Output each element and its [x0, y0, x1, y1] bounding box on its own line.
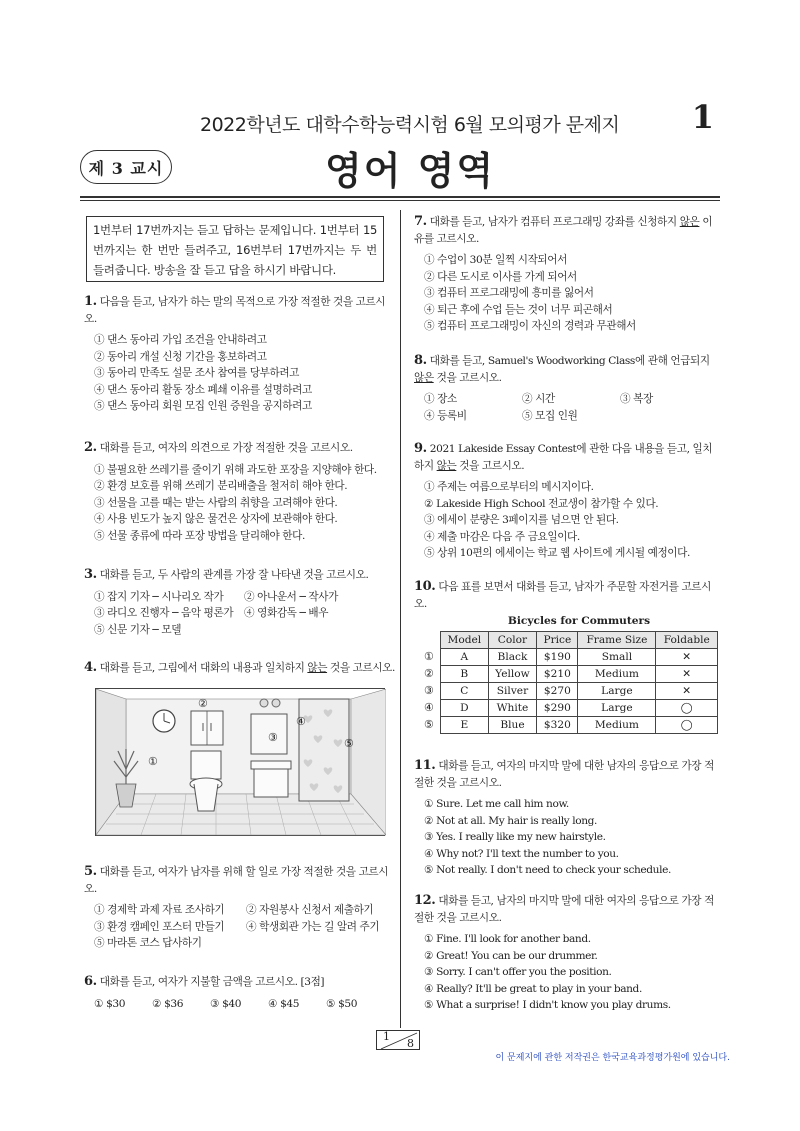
- option[interactable]: ① 불필요한 쓰레기를 줄이기 위해 과도한 포장을 지양해야 한다.: [94, 463, 377, 476]
- question-stem: 7. 대화를 듣고, 남자가 컴퓨터 프로그래밍 강좌를 신청하지 않은 이유를 고르시오.: [414, 214, 713, 245]
- question-number: 12.: [414, 893, 436, 908]
- question-stem: 6. 대화를 듣고, 여자가 지불할 금액을 고르시오. [3점]: [84, 974, 325, 989]
- option[interactable]: ④ Why not? I'll text the number to you.: [424, 847, 619, 860]
- page-number: 1: [691, 98, 714, 136]
- option[interactable]: ③ 라디오 진행자 ─ 음악 평론가: [94, 607, 234, 619]
- question-1: [84, 294, 388, 415]
- option[interactable]: ④ 학생회관 가는 길 알려 주기: [246, 920, 380, 933]
- question-8: [414, 353, 720, 424]
- table-row: [441, 649, 718, 666]
- question-stem: 10. 다음 표를 보면서 대화를 듣고, 남자가 주문할 자전거를 고르시오.: [414, 579, 711, 610]
- header-rule: [80, 196, 720, 198]
- option[interactable]: ② Great! You can be our drummer.: [424, 949, 598, 962]
- option[interactable]: ④ 퇴근 후에 수업 듣는 것이 너무 피곤해서: [424, 303, 613, 316]
- option[interactable]: ④ 등록비: [424, 409, 467, 422]
- question-number: 6.: [84, 974, 97, 989]
- option[interactable]: ① 잡지 기자 ─ 시나리오 작가: [94, 590, 224, 603]
- option[interactable]: ⑤ 신문 기자 ─ 모델: [94, 623, 182, 636]
- page-indicator: [376, 1030, 420, 1050]
- table-cell: Silver: [488, 683, 537, 700]
- figure-label-4: ④: [296, 715, 306, 728]
- question-stem: 2. 대화를 듣고, 여자의 의견으로 가장 적절한 것을 고르시오.: [84, 440, 353, 455]
- option[interactable]: ⑤ 마라톤 코스 답사하기: [94, 937, 202, 949]
- figure-label-5: ⑤: [344, 737, 354, 750]
- option[interactable]: ④ 사용 빈도가 높지 않은 물건은 상자에 보관해야 한다.: [94, 513, 338, 525]
- option[interactable]: ① 수업이 30분 일찍 시작되어서: [424, 254, 567, 266]
- question-stem: 12. 대화를 듣고, 남자의 마지막 말에 대한 여자의 응답으로 가장 적절한 것을 고르시오.: [414, 893, 714, 924]
- table-cell: Blue: [488, 717, 537, 734]
- question-stem: 4. 대화를 듣고, 그림에서 대화의 내용과 일치하지 않는 것을 고르시오.: [84, 660, 395, 675]
- current-page: 1: [383, 1030, 390, 1043]
- table-cell: ✕: [656, 683, 718, 700]
- option[interactable]: ① Sure. Let me call him now.: [424, 798, 569, 810]
- question-4: [84, 660, 396, 677]
- option[interactable]: ① $30: [94, 997, 126, 1010]
- column-header: Color: [488, 632, 537, 649]
- option[interactable]: ⑤ Not really. I don't need to check your schedule.: [424, 864, 671, 876]
- subject-title: 영어 영역: [325, 149, 496, 193]
- exam-title: 2022학년도 대학수학능력시험 6월 모의평가 문제지: [200, 114, 620, 136]
- option[interactable]: ① Fine. I'll look for another band.: [424, 933, 591, 945]
- table-cell: $210: [537, 666, 578, 683]
- figure-label-2: ②: [198, 697, 208, 710]
- question-stem: 9. 2021 Lakeside Essay Contest에 관한 다음 내용을 듣고, 일치하지 않는 것을 고르시오.: [414, 441, 713, 472]
- table-cell: Large: [578, 683, 656, 700]
- table-cell: Small: [578, 649, 656, 666]
- question-number: 4.: [84, 660, 97, 675]
- question-11: [414, 758, 720, 879]
- option[interactable]: ⑤ 댄스 동아리 회원 모집 인원 증원을 공지하려고: [94, 400, 312, 412]
- table-row: [441, 666, 718, 683]
- question-number: 8.: [414, 353, 427, 368]
- option[interactable]: ③ 컴퓨터 프로그래밍에 흥미를 잃어서: [424, 287, 594, 299]
- figure-label-3: ③: [268, 731, 278, 744]
- figure-label-1: ①: [148, 755, 158, 768]
- header-rule-thin: [80, 200, 720, 201]
- option[interactable]: ⑤ 선물 종류에 따라 포장 방법을 달리해야 한다.: [94, 529, 305, 542]
- option[interactable]: ③ 동아리 만족도 설문 조사 참여를 당부하려고: [94, 367, 300, 379]
- session-badge: 제 3 교시: [80, 150, 172, 184]
- table-cell: $190: [537, 649, 578, 666]
- option[interactable]: ③ 환경 캠페인 포스터 만들기: [94, 920, 225, 933]
- question-number: 11.: [414, 758, 436, 773]
- bathroom-figure: [95, 688, 385, 836]
- question-number: 5.: [84, 864, 97, 879]
- option[interactable]: ⑤ 컴퓨터 프로그래밍이 자신의 경력과 무관해서: [424, 320, 636, 332]
- row-mark[interactable]: ④: [424, 701, 434, 714]
- option[interactable]: ④ 제출 마감은 다음 주 금요일이다.: [424, 530, 580, 543]
- table-cell: A: [441, 649, 489, 666]
- option[interactable]: ② Not at all. My hair is really long.: [424, 814, 597, 827]
- table-cell: Black: [488, 649, 537, 666]
- row-mark[interactable]: ⑤: [424, 718, 434, 731]
- question-stem: 1. 다음을 듣고, 남자가 하는 말의 목적으로 가장 적절한 것을 고르시오.: [84, 294, 386, 325]
- question-stem: 5. 대화를 듣고, 여자가 남자를 위해 할 일로 가장 적절한 것을 고르시오.: [84, 864, 389, 895]
- question-stem: 11. 대화를 듣고, 여자의 마지막 말에 대한 남자의 응답으로 가장 적절한 것을 고르시오.: [414, 758, 714, 789]
- row-mark[interactable]: ②: [424, 667, 434, 680]
- table-cell: Medium: [578, 666, 656, 683]
- question-5: [84, 864, 396, 952]
- option[interactable]: ③ 복장: [620, 393, 653, 405]
- column-header: Price: [537, 632, 578, 649]
- table-cell: $290: [537, 700, 578, 717]
- table-cell: D: [441, 700, 489, 717]
- question-number: 2.: [84, 440, 97, 455]
- table-header-row: [441, 632, 718, 649]
- option[interactable]: ② Lakeside High School 전교생이 참가할 수 있다.: [424, 497, 659, 510]
- question-2: [84, 440, 394, 544]
- table-cell: White: [488, 700, 537, 717]
- table-cell: Yellow: [488, 666, 537, 683]
- table-row: [441, 717, 718, 734]
- total-pages: 8: [407, 1037, 414, 1050]
- table-cell: C: [441, 683, 489, 700]
- option[interactable]: ① 경제학 과제 자료 조사하기: [94, 904, 225, 916]
- table-cell: $320: [537, 717, 578, 734]
- question-stem: 3. 대화를 듣고, 두 사람의 관계를 가장 잘 나타낸 것을 고르시오.: [84, 567, 369, 582]
- table-cell: $270: [537, 683, 578, 700]
- option[interactable]: ① 장소: [424, 393, 457, 405]
- question-7: [414, 214, 720, 335]
- option[interactable]: ③ 에세이 분량은 3페이지를 넘으면 안 된다.: [424, 514, 619, 526]
- option[interactable]: ① 댄스 동아리 가입 조건을 안내하려고: [94, 334, 267, 346]
- option[interactable]: ⑤ $50: [326, 997, 358, 1010]
- question-stem: 8. 대화를 듣고, Samuel's Woodworking Class에 관해 언급되지 않은 것을 고르시오.: [414, 353, 710, 384]
- option[interactable]: ② 아나운서 ─ 작사가: [244, 590, 338, 603]
- column-header: Model: [441, 632, 489, 649]
- option[interactable]: ② 환경 보호를 위해 쓰레기 분리배출을 철저히 해야 한다.: [94, 480, 348, 492]
- question-12: [414, 893, 720, 1014]
- table-cell: Large: [578, 700, 656, 717]
- row-mark[interactable]: ③: [424, 684, 434, 697]
- option[interactable]: ④ $45: [268, 997, 300, 1010]
- question-number: 10.: [414, 579, 436, 594]
- question-number: 9.: [414, 441, 427, 456]
- option[interactable]: ③ $40: [210, 997, 242, 1010]
- table-row-marks: [424, 648, 434, 733]
- bathroom-illustration: [96, 689, 386, 837]
- question-6: [84, 974, 396, 1012]
- table-cell: B: [441, 666, 489, 683]
- listening-notice: 1번부터 17번까지는 듣고 답하는 문제입니다. 1번부터 15번까지는 한 번만 들려주고, 16번부터 17번까지는 두 번 들려줍니다. 방송을 잘 듣고 답을 하시기 바랍니다.: [86, 216, 384, 282]
- row-mark[interactable]: ①: [424, 650, 434, 663]
- table-cell: ✕: [656, 666, 718, 683]
- question-9: [414, 441, 720, 562]
- option[interactable]: ⑤ 모집 인원: [522, 409, 578, 422]
- question-number: 7.: [414, 214, 427, 229]
- table-cell: ◯: [656, 717, 718, 734]
- option[interactable]: ② 다른 도시로 이사를 가게 되어서: [424, 270, 577, 283]
- option[interactable]: ② 자원봉사 신청서 제출하기: [246, 904, 374, 916]
- table-cell: Medium: [578, 717, 656, 734]
- table-cell: ✕: [656, 649, 718, 666]
- option[interactable]: ⑤ What a surprise! I didn't know you play drums.: [424, 999, 671, 1011]
- question-number: 3.: [84, 567, 97, 582]
- option[interactable]: ⑤ 상위 10편의 에세이는 학교 웹 사이트에 게시될 예정이다.: [424, 547, 690, 559]
- column-divider: [400, 210, 401, 1028]
- option[interactable]: ② 시간: [522, 393, 555, 405]
- option[interactable]: ④ 영화감독 ─ 배우: [244, 607, 329, 619]
- option[interactable]: ③ 선물을 고를 때는 받는 사람의 취향을 고려해야 한다.: [94, 496, 338, 509]
- option[interactable]: ④ Really? It'll be great to play in your band.: [424, 982, 642, 995]
- table-cell: E: [441, 717, 489, 734]
- option[interactable]: ③ Sorry. I can't offer you the position.: [424, 966, 612, 978]
- option[interactable]: ② 동아리 개설 신청 기간을 홍보하려고: [94, 350, 267, 363]
- table-row: [441, 700, 718, 717]
- option[interactable]: ① 주제는 여름으로부터의 메시지이다.: [424, 481, 594, 493]
- question-10: [414, 579, 720, 612]
- option[interactable]: ④ 댄스 동아리 활동 장소 폐쇄 이유를 설명하려고: [94, 383, 312, 396]
- column-header: Frame Size: [578, 632, 656, 649]
- question-3: [84, 567, 394, 638]
- option[interactable]: ② $36: [152, 997, 184, 1010]
- copyright-notice: 이 문제지에 관한 저작권은 한국교육과정평가원에 있습니다.: [495, 1053, 730, 1063]
- column-header: Foldable: [656, 632, 718, 649]
- bicycle-table: [440, 631, 718, 734]
- table-row: [441, 683, 718, 700]
- question-number: 1.: [84, 294, 97, 309]
- option[interactable]: ③ Yes. I really like my new hairstyle.: [424, 831, 606, 843]
- table-cell: ◯: [656, 700, 718, 717]
- table-caption: Bicycles for Commuters: [507, 615, 651, 627]
